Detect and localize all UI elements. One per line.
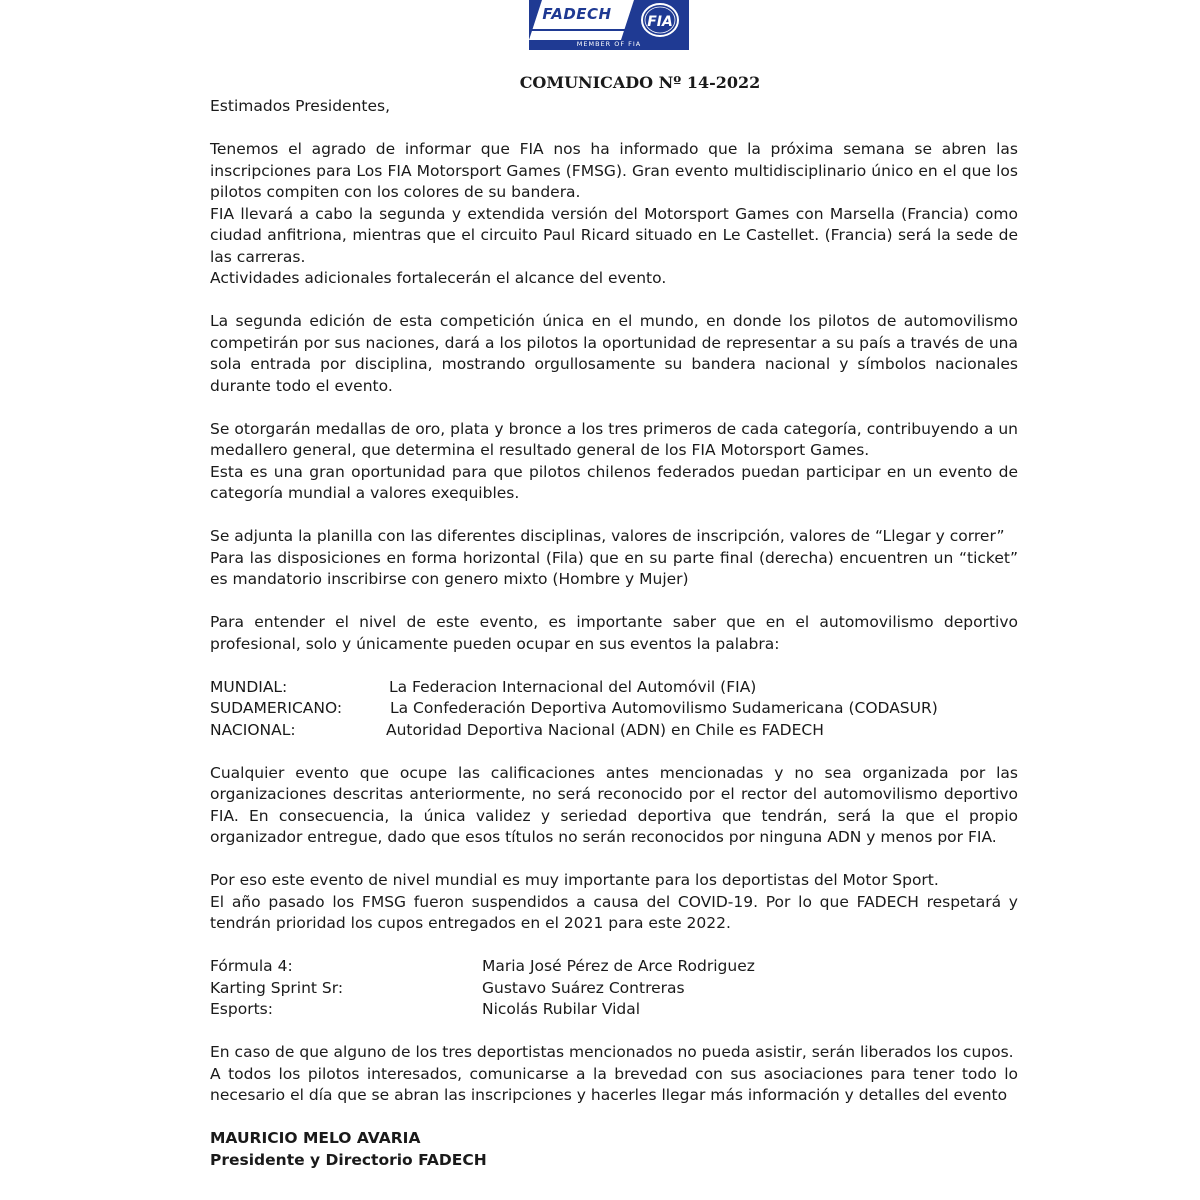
level-row (210, 698, 1018, 720)
paragraph-4b: Para las disposiciones en forma horizontal (Fila) que en su parte final (derecha) encuentren un “ticket” es mandatorio inscribirse con genero mixto (Hombre y Mujer) (210, 548, 1018, 588)
logo-brand-text: FADECH (542, 5, 612, 23)
athlete-name: Gustavo Suárez Contreras (482, 978, 685, 997)
paragraph-8a: En caso de que alguno de los tres deportistas mencionados no pueda asistir, serán liberados los cupos. (210, 1043, 1014, 1061)
paragraph-2: La segunda edición de esta competición única en el mundo, en donde los pilotos de automovilismo competirán por sus naciones, dará a los pilotos la oportunidad de representar a su país a través de una sola entrada por disciplina, mostrando orgullosamente su bandera nacional y símbolos nacionales durante todo el evento. (210, 312, 1018, 395)
level-label: MUNDIAL: (210, 677, 288, 696)
level-label: SUDAMERICANO: (210, 699, 343, 717)
paragraph-6: Cualquier evento que ocupe las calificaciones antes mencionadas y no sea organizada por las organizaciones descritas anteriormente, no será reconocido por el rector del automovilismo deportivo FIA. En consecuencia, la única validez y seriedad deportiva que tendrán, será la que el propio organizador entregue, dado que esos títulos no serán reconocidos por ninguna ADN y menos por FIA. (210, 763, 1018, 846)
paragraph-5: Para entender el nivel de este evento, es importante saber que en el automovilismo deportivo profesional, solo y únicamente pueden ocupar en sus eventos la palabra: (210, 613, 1018, 653)
athlete-row (210, 956, 1018, 978)
athlete-row (210, 999, 1018, 1021)
paragraph-1a: Tenemos el agrado de informar que FIA nos ha informado que la próxima semana se abren las inscripciones para Los FIA Motorsport Games (FMSG). Gran evento multidisciplinario único en el que los pilotos compiten con los colores de su bandera. (210, 140, 1018, 201)
athlete-row (210, 978, 1018, 1000)
level-row (210, 677, 1018, 699)
paragraph-3b: Esta es una gran oportunidad para que pilotos chilenos federados puedan participar en un evento de categoría mundial a valores exequibles. (210, 462, 1018, 502)
paragraph-7a: Por eso este evento de nivel mundial es muy importante para los deportistas del Motor Sport. (210, 871, 939, 889)
athlete-discipline: Esports: (210, 1000, 273, 1018)
level-value: Autoridad Deportiva Nacional (ADN) en Chile es FADECH (386, 720, 824, 739)
paragraph-1c: Actividades adicionales fortalecerán el alcance del evento. (210, 269, 667, 287)
level-value: La Confederación Deportiva Automovilismo Sudamericana (CODASUR) (390, 699, 938, 717)
athlete-name: Maria José Pérez de Arce Rodriguez (482, 957, 755, 975)
level-row (210, 720, 1018, 742)
signature-role: Presidente y Directorio FADECH (210, 1150, 487, 1169)
greeting: Estimados Presidentes, (210, 97, 391, 115)
fia-emblem-icon (640, 2, 680, 38)
paragraph-1b: FIA llevará a cabo la segunda y extendida versión del Motorsport Games con Marsella (Francia) como ciudad anfitriona, mientras que el circuito Paul Ricard situado en Le Castellet. (Francia) será la sede de las carreras. (210, 204, 1018, 266)
signature-name: MAURICIO MELO AVARIA (210, 1129, 421, 1147)
paragraph-8b: A todos los pilotos interesados, comunicarse a la brevedad con sus asociaciones para tener todo lo necesario el día que se abran las inscripciones y hacerles llegar más información y detalles del evento (210, 1064, 1018, 1104)
communique-document (210, 70, 1018, 1171)
level-value: La Federacion Internacional del Automóvil (FIA) (389, 677, 757, 696)
athlete-discipline: Karting Sprint Sr: (210, 978, 344, 997)
paragraph-4a: Se adjunta la planilla con las diferentes disciplinas, valores de inscripción, valores de “Llegar y correr” (210, 527, 1005, 545)
paragraph-7b: El año pasado los FMSG fueron suspendidos a causa del COVID-19. Por lo que FADECH respetará y tendrán prioridad los cupos entregados en el 2021 para este 2022. (210, 892, 1018, 932)
fadech-fia-logo (529, 0, 689, 50)
paragraph-3a: Se otorgarán medallas de oro, plata y bronce a los tres primeros de cada categoría, contribuyendo a un medallero general, que determina el resultado general de los FIA Motorsport Games. (210, 419, 1018, 459)
athlete-discipline: Fórmula 4: (210, 957, 293, 975)
athlete-name: Nicolás Rubilar Vidal (482, 1000, 641, 1018)
logo-stripe (529, 29, 629, 31)
fia-emblem-text: FIA (647, 14, 673, 30)
document-title: COMUNICADO Nº 14-2022 (519, 73, 761, 92)
level-label: NACIONAL: (210, 720, 296, 739)
logo-member-text: MEMBER OF FIA (576, 40, 642, 48)
